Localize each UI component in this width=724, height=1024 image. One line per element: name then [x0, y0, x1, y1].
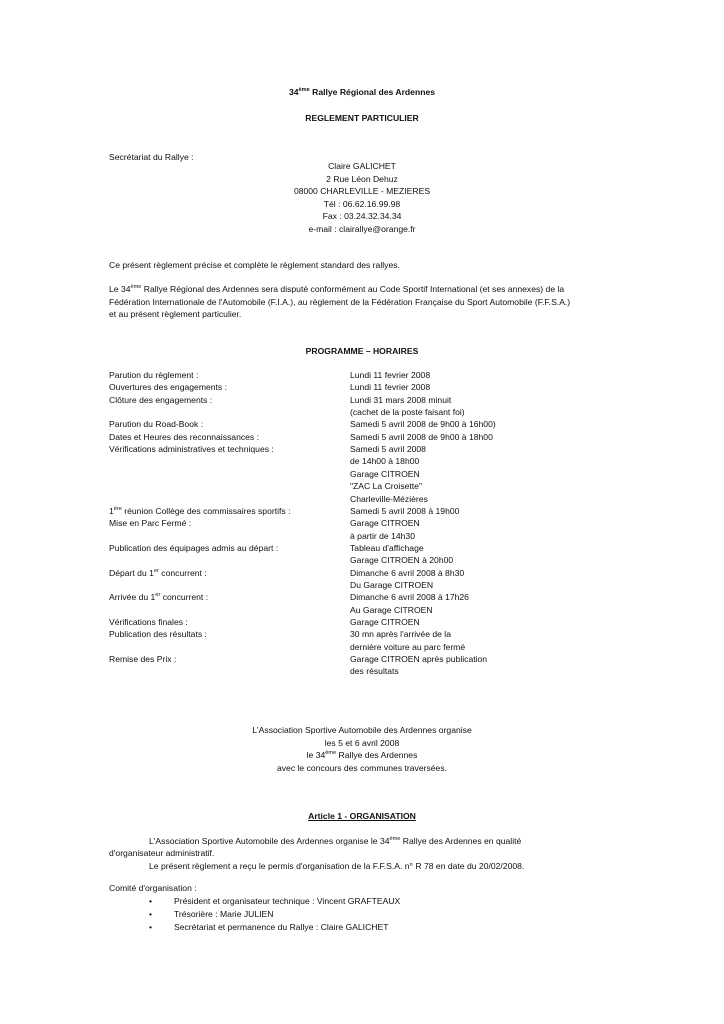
programme-value: 30 mn après l'arrivée de la [350, 629, 451, 640]
programme-row [109, 493, 609, 506]
programme-value: de 14h00 à 18h00 [350, 456, 420, 467]
programme-value: Du Garage CITROEN [350, 579, 434, 590]
programme-value: Samedi 5 avril 2008 de 9h00 à 18h00 [350, 431, 493, 442]
programme-label: Clôture des engagements : [109, 394, 213, 405]
programme-row [109, 604, 609, 617]
programme-value: dernière voiture au parc fermé [350, 641, 466, 652]
programme-row [109, 431, 609, 444]
programme-row [109, 468, 609, 481]
article1-paragraph2: Le présent règlement a reçu le permis d'organisation de la F.F.S.A. n° R 78 en date du 20/02/2008. [149, 861, 525, 871]
programme-row [109, 641, 609, 654]
programme-row [109, 443, 609, 456]
intro-paragraph: Le 34ème Rallye Régional des Ardennes sera disputé conformément au Code Sportif International (et ses annexes) de la Fédération Internationale de l'Automobile (F.I.A.), au règlement de la Fédération Française du Sport Automobile (F.F.S.A.) et au présent règlement particulier. [109, 284, 571, 320]
programme-row [109, 591, 609, 604]
secretariat-line: Tél : 06.62.16.99.98 [323, 198, 401, 209]
programme-label: Publication des équipages admis au départ : [109, 542, 279, 553]
article1-paragraph1: L'Association Sportive Automobile des Ardennes organise le 34ème Rallye des Ardennes en qualité [149, 836, 522, 846]
programme-value: "ZAC La Croisette" [350, 481, 423, 492]
programme-value: Garage CITROEN [350, 617, 420, 627]
secretariat-line: Fax : 03.24.32.34.34 [322, 211, 402, 222]
programme-label: Mise en Parc Fermé : [109, 518, 192, 529]
programme-label: Départ du 1er concurrent : [109, 567, 207, 578]
programme-value: Tableau d'affichage [350, 542, 424, 553]
title-number: 34 [288, 87, 299, 97]
programme-label: Publication des résultats : [109, 629, 207, 640]
programme-row [109, 653, 609, 666]
article1-paragraph1-cont: d'organisateur administratif. [109, 848, 215, 858]
programme-value: Garage CITROEN [350, 518, 420, 529]
association-line: le 34ème Rallye des Ardennes [306, 750, 418, 761]
secretariat-line: Claire GALICHET [328, 161, 396, 171]
programme-title: PROGRAMME – HORAIRES [305, 346, 419, 356]
programme-row [109, 369, 609, 382]
secretariat-line: 2 Rue Léon Dehuz [326, 173, 398, 184]
programme-label: Parution du règlement : [109, 370, 199, 380]
secretariat-address [0, 160, 724, 236]
bullet-icon: • [149, 909, 153, 919]
association-line: les 5 et 6 avril 2008 [324, 737, 400, 748]
programme-row [109, 517, 609, 530]
programme-row [109, 406, 609, 419]
programme-row [109, 394, 609, 407]
programme-row [109, 567, 609, 580]
bullet-icon: • [149, 922, 153, 932]
programme-value: (cachet de la poste faisant foi) [350, 407, 465, 418]
programme-label: Vérifications administratives et techniques : [109, 444, 274, 455]
programme-label: Vérifications finales : [109, 617, 188, 627]
page-title [0, 86, 724, 99]
secretariat-line: e-mail : clairallye@orange.fr [308, 223, 416, 234]
programme-label: Parution du Road-Book : [109, 419, 204, 430]
association-line: avec le concours des communes traversées. [276, 762, 448, 773]
secretariat-label: Secrétariat du Rallye : [109, 152, 194, 162]
programme-label: 1ère réunion Collège des commissaires sportifs : [109, 505, 291, 516]
programme-row [109, 530, 609, 543]
article1-title: Article 1 - ORGANISATION [308, 811, 416, 821]
programme-value: Samedi 5 avril 2008 [350, 444, 426, 455]
programme-row [109, 616, 609, 629]
programme-row [109, 628, 609, 641]
programme-value: Samedi 5 avril 2008 à 19h00 [350, 505, 460, 516]
programme-value: Garage CITROEN [350, 468, 420, 479]
programme-row [109, 505, 609, 518]
programme-value: Au Garage CITROEN [350, 604, 433, 615]
programme-row [109, 554, 609, 567]
programme-row [109, 480, 609, 493]
programme-row [109, 579, 609, 592]
title-text: Rallye Régional des Ardennes [309, 87, 436, 97]
programme-value: Dimanche 6 avril 2008 à 17h26 [350, 592, 469, 603]
programme-value: Garage CITROEN après publication [350, 654, 488, 665]
association-line: L'Association Sportive Automobile des Ardennes organise [252, 725, 472, 735]
programme-label: Dates et Heures des reconnaissances : [109, 431, 259, 442]
comite-label: Comité d'organisation : [109, 883, 197, 893]
programme-label: Ouvertures des engagements : [109, 382, 227, 393]
programme-value: Garage CITROEN à 20h00 [350, 555, 454, 566]
programme-value: Samedi 5 avril 2008 de 9h00 à 16h00) [350, 419, 496, 430]
programme-row [109, 665, 609, 678]
intro-text: Ce présent règlement précise et complète le règlement standard des rallyes. [109, 260, 400, 270]
programme-label: Remise des Prix : [109, 654, 177, 665]
programme-row [109, 381, 609, 394]
programme-value: Lundi 11 fevrier 2008 [350, 382, 431, 393]
bullet-icon: • [149, 896, 153, 906]
page-subtitle: REGLEMENT PARTICULIER [305, 113, 419, 123]
programme-value: à partir de 14h30 [350, 530, 415, 541]
programme-row [109, 455, 609, 468]
association-block [0, 724, 724, 774]
programme-value: Lundi 31 mars 2008 minuit [350, 394, 452, 405]
secretariat-line: 08000 CHARLEVILLE - MEZIERES [293, 186, 431, 197]
programme-row [109, 418, 609, 431]
programme-value: Charleville-Mézières [350, 493, 428, 504]
title-superscript: ème [298, 87, 310, 94]
programme-row [109, 542, 609, 555]
programme-value: des résultats [350, 666, 399, 677]
programme-label: Arrivée du 1er concurrent : [109, 592, 209, 603]
programme-value: Dimanche 6 avril 2008 à 8h30 [350, 567, 465, 578]
programme-value: Lundi 11 fevrier 2008 [350, 370, 431, 380]
